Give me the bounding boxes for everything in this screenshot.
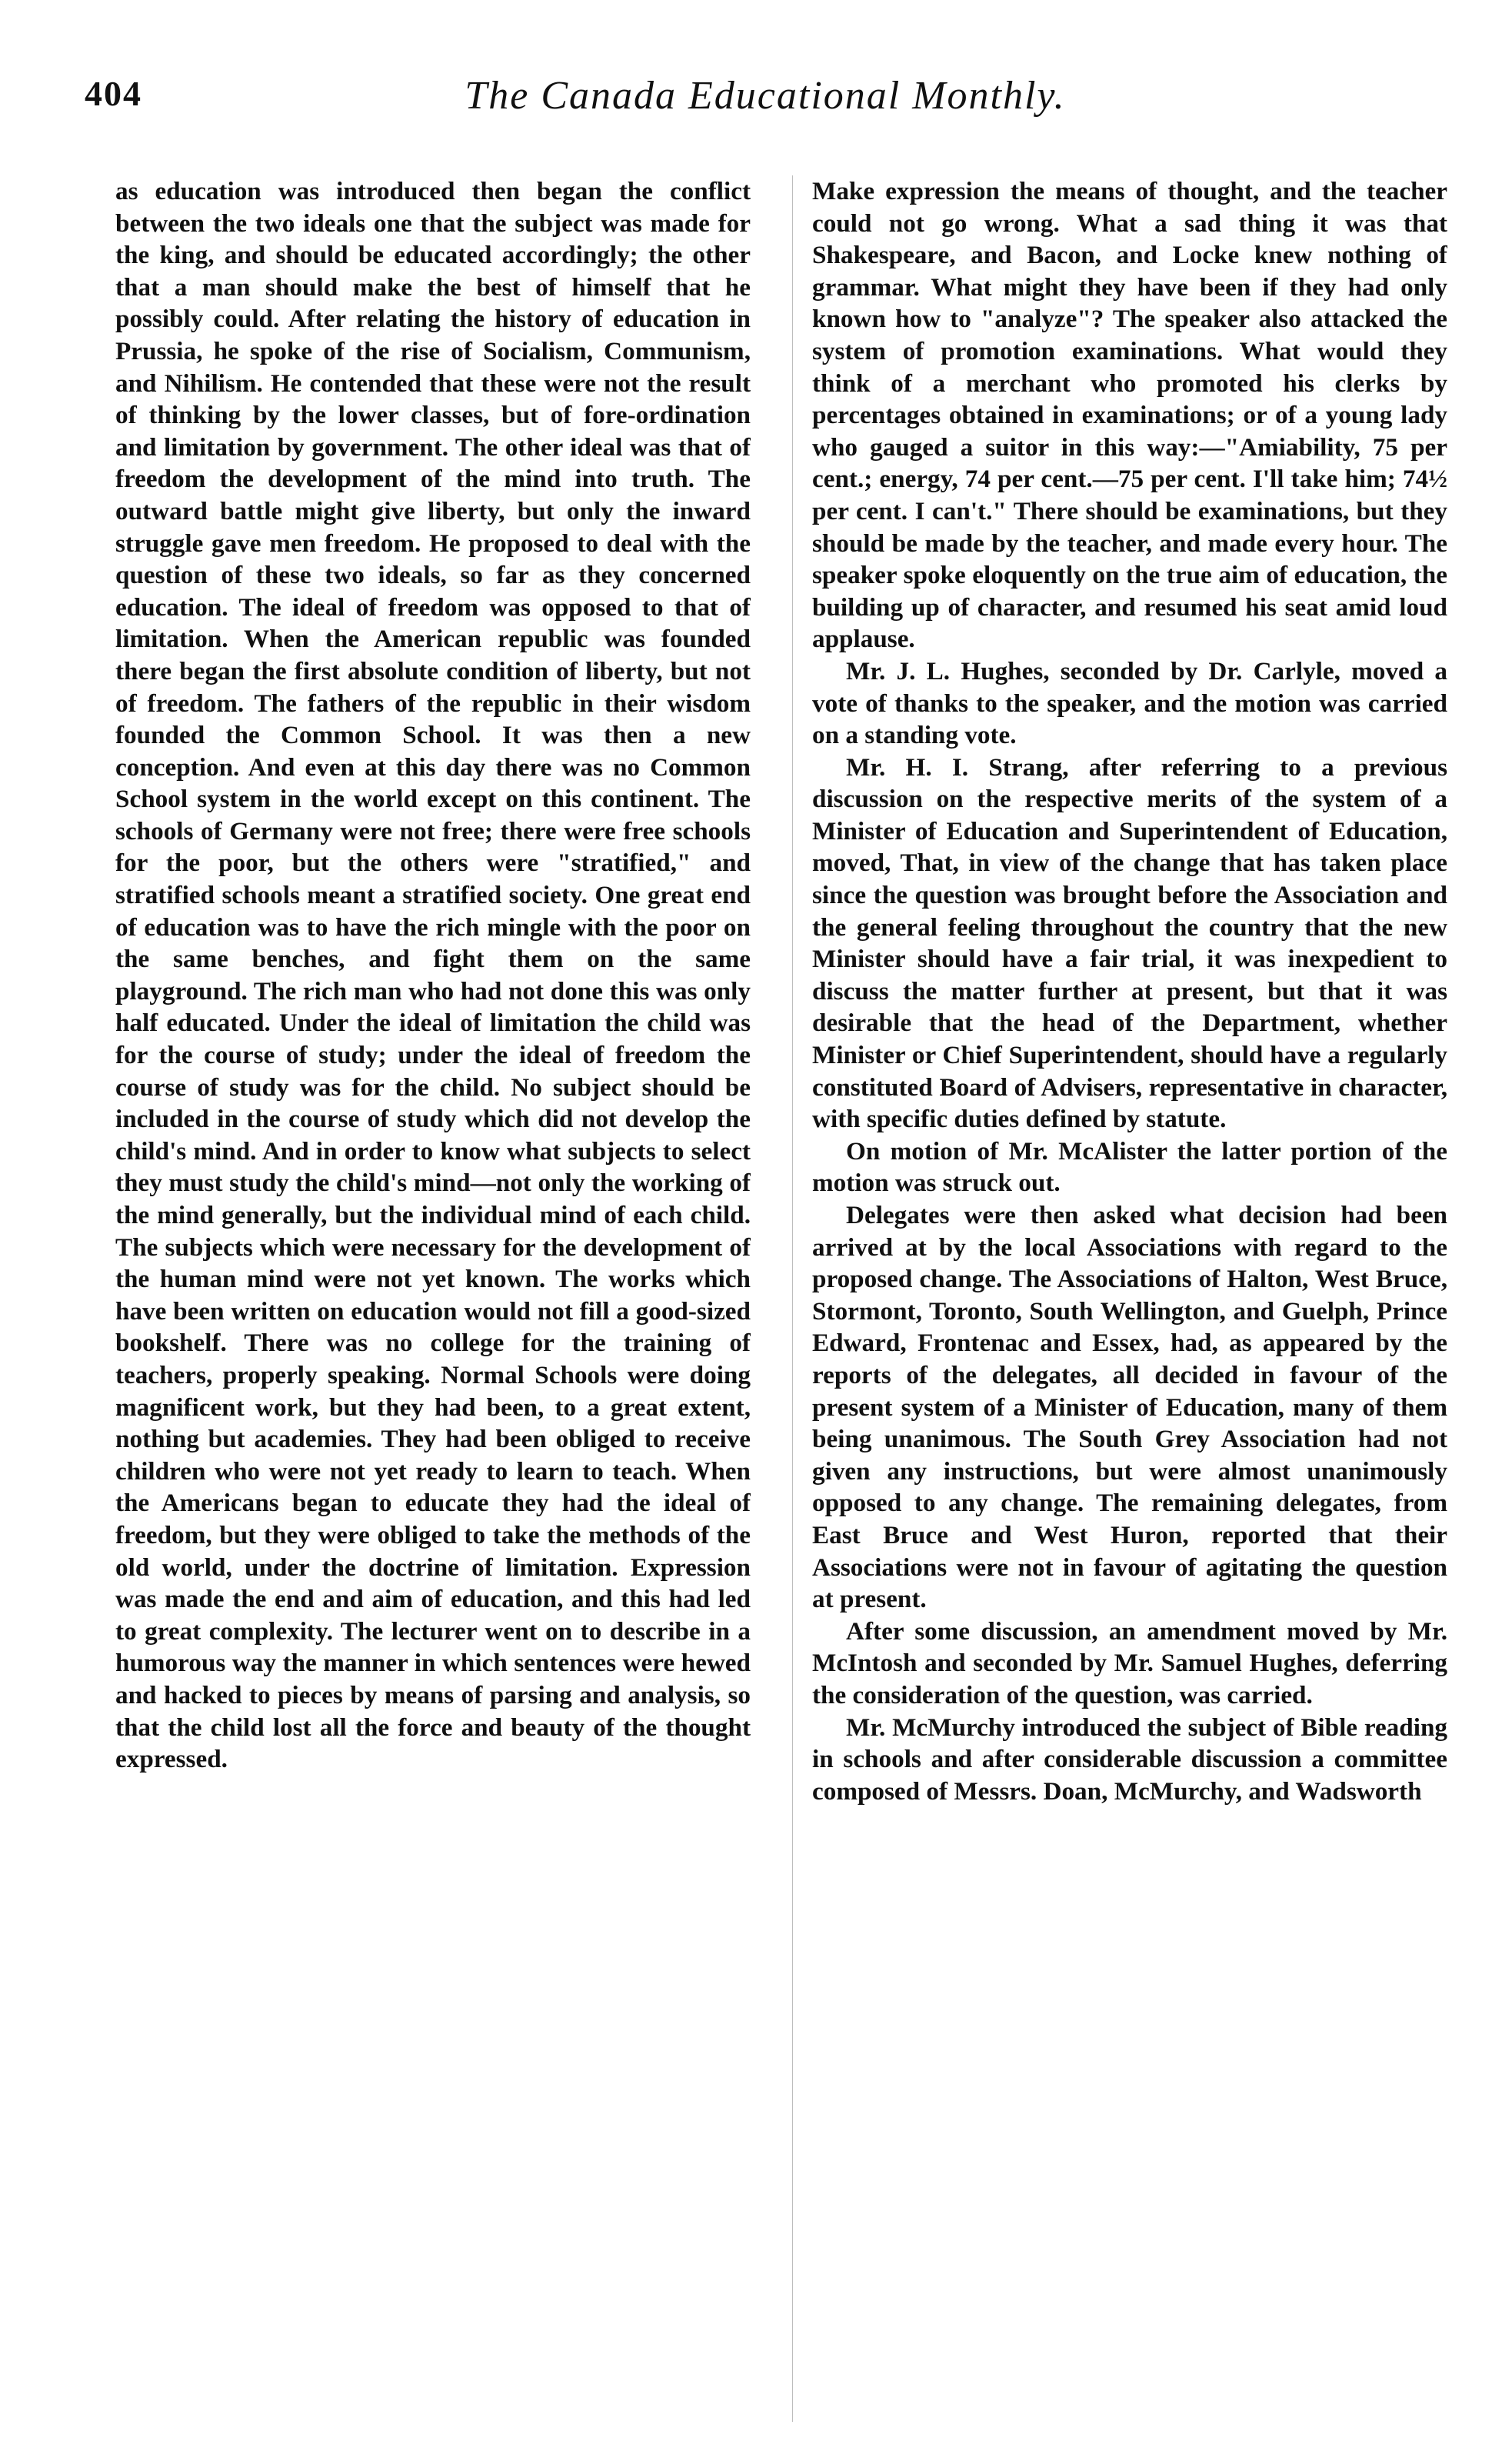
right-paragraph-1: Make expression the means of thought, and the teacher could not go wrong. What a sad thing it was that Shakespeare, and Bacon, and Locke knew nothing of grammar. What might they have been if they had only known how to "analyze"? The speaker also attacked the system of promotion examinations. What would they think of a merchant who promoted his clerks by percentages obtained in examinations; or of a young lady who gauged a suitor in this way:—"Amiability, 75 per cent.; energy, 74 per cent.—75 per cent. I'll take him; 74½ per cent. I can't." There should be examinations, but they should be made by the teacher, and made every hour. The speaker spoke eloquently on the true aim of education, the building up of character, and resumed his seat amid loud applause. xyxy=(812,177,1447,654)
right-paragraph-4: On motion of Mr. McAlister the latter portion of the motion was struck out. xyxy=(812,1136,1447,1198)
page-number: 404 xyxy=(85,74,142,113)
right-paragraph-5: Delegates were then asked what decision had been arrived at by the local Associations with regard to the proposed change. The Associations of Halton, West Bruce, Stormont, Toronto, South Wellington, and Guelph, Prince Edward, Frontenac and Essex, had, as appeared by the reports of the delegates, all decided in favour of the present system of a Minister of Education, many of them being unanimous. The South Grey Association had not given any instructions, but were almost unanimously opposed to any change. The remaining delegates, from East Bruce and West Huron, reported that their Associations were not in favour of agitating the question at present. xyxy=(812,1201,1447,1614)
right-paragraph-7: Mr. McMurchy introduced the subject of Bible reading in schools and after considerable discussion a committee composed of Messrs. Doan, McMurchy, and Wadsworth xyxy=(812,1713,1447,1806)
right-paragraph-6: After some discussion, an amendment moved by Mr. McIntosh and seconded by Mr. Samuel Hughes, deferring the consideration of the question, was carried. xyxy=(812,1616,1447,1709)
running-title: The Canada Educational Monthly. xyxy=(465,74,1066,118)
column-divider xyxy=(792,175,793,2422)
left-paragraph-1: as education was introduced then began the conflict between the two ideals one that the subject was made for the king, and should be educated accordingly; the other that a man should make the best of himself that he possibly could. After relating the history of education in Prussia, he spoke of the rise of Socialism, Communism, and Nihilism. He contended that these were not the result of thinking by the lower classes, but of fore-ordination and limitation by government. The other ideal was that of freedom the development of the mind into truth. The outward battle might give liberty, but only the inward struggle gave men freedom. He proposed to deal with the question of these two ideals, so far as they concerned education. The ideal of freedom was opposed to that of limitation. When the American republic was founded there began the first absolute condition of liberty, but not of freedom. The fathers of the republic in their wisdom founded the Common School. It was then a new conception. And even at this day there was no Common School system in the world except on this continent. The schools of Germany were not free; there were free schools for the poor, but the others were "stratified," and stratified schools meant a stratified society. One great end of education was to have the rich mingle with the poor on the same benches, and fight them on the same playground. The rich man who had not done this was only half educated. Under the ideal of limitation the child was for the course of study; under the ideal of freedom the course of study was for the child. No subject should be included in the course of study which did not develop the child's mind. And in order to know what subjects to select they must study the child's mind—not only the working of the mind generally, but the individual mind of each child. The subjects which were necessary for the development of the human mind were not yet known. The works which have been written on education would not fill a good-sized bookshelf. There was no college for the training of teachers, properly speaking. Normal Schools were doing magnificent work, but they had been, to a great extent, nothing but academies. They had been obliged to receive children who were not yet ready to learn to teach. When the Americans began to educate they had the ideal of freedom, but they were obliged to take the methods of the old world, under the doctrine of limitation. Expression was made the end and aim of education, and this had led to great complexity. The lecturer went on to describe in a humorous way the manner in which sentences were hewed and hacked to pieces by means of parsing and analysis, so that the child lost all the force and beauty of the thought expressed. xyxy=(115,177,751,1774)
left-column xyxy=(115,175,751,2422)
page-header xyxy=(85,73,1446,135)
right-paragraph-3: Mr. H. I. Strang, after referring to a previous discussion on the respective merits of the system of a Minister of Education and Superintendent of Education, moved, That, in view of the change that has taken place since the question was brought before the Association and the general feeling throughout the country that the new Minister should have a fair trial, it was inexpedient to discuss the matter further at present, but that it was desirable that the head of the Department, whether Minister or Chief Superintendent, should have a regularly constituted Board of Advisers, representative in character, with specific duties defined by statute. xyxy=(812,752,1447,1134)
right-column xyxy=(812,175,1447,2422)
right-paragraph-2: Mr. J. L. Hughes, seconded by Dr. Carlyle, moved a vote of thanks to the speaker, and the motion was carried on a standing vote. xyxy=(812,656,1447,750)
